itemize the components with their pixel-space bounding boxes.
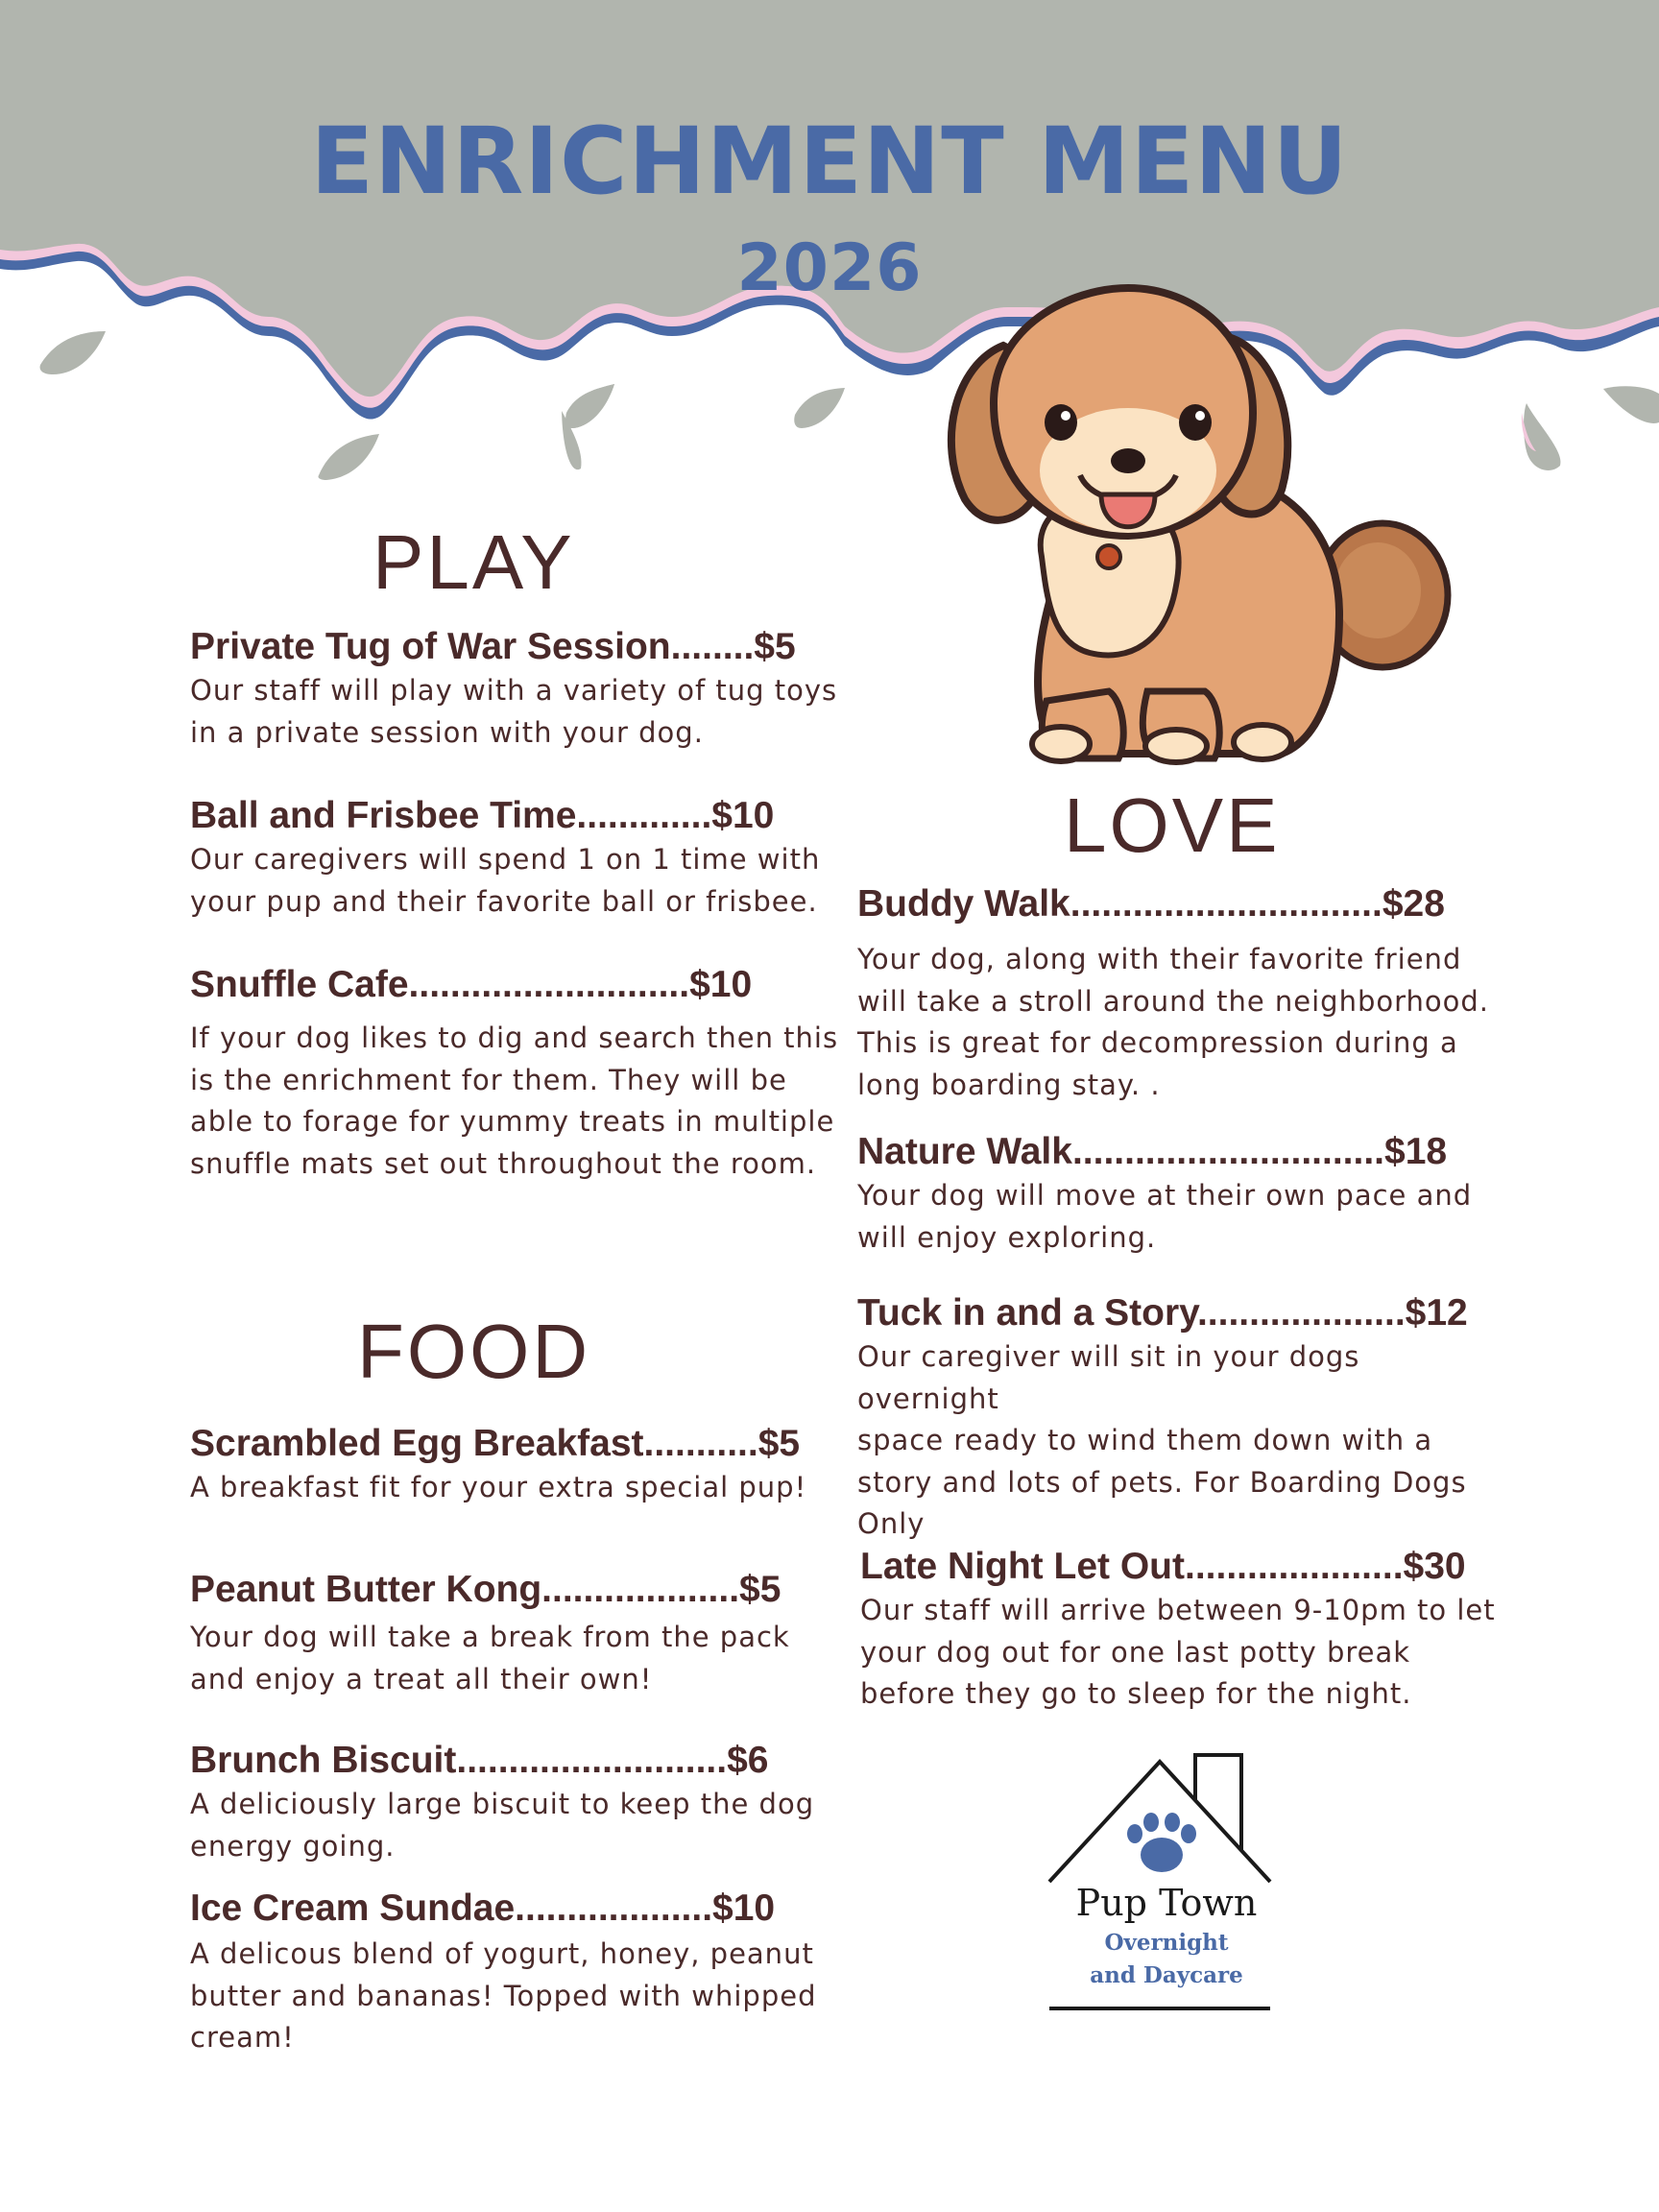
item-desc-line: able to forage for yummy treats in multiple bbox=[190, 1105, 835, 1138]
item-desc-line: Our caregiver will sit in your dogs overnight bbox=[857, 1340, 1360, 1415]
section-title-food: FOOD bbox=[357, 1309, 591, 1394]
menu-item: Ice Cream Sundae...................$10 A delicous blend of yogurt, honey, peanut butter and bananas! Topped with whipped cream! bbox=[190, 1887, 843, 2059]
item-name: Peanut Butter Kong bbox=[190, 1569, 542, 1610]
item-name: Late Night Let Out bbox=[860, 1546, 1185, 1587]
item-price: $5 bbox=[739, 1569, 781, 1610]
item-price: $18 bbox=[1384, 1131, 1448, 1172]
menu-item: Ball and Frisbee Time.............$10 Our caregivers will spend 1 on 1 time with your pup and their favorite ball or frisbee. bbox=[190, 795, 843, 923]
item-desc-line: long boarding stay. . bbox=[857, 1068, 1161, 1101]
item-desc-line: will enjoy exploring. bbox=[857, 1220, 1157, 1254]
item-desc-line: energy going. bbox=[190, 1829, 396, 1863]
item-desc-line: A delicous blend of yogurt, honey, peanut bbox=[190, 1937, 814, 1970]
menu-title: ENRICHMENT MENU bbox=[310, 108, 1349, 215]
menu-item: Peanut Butter Kong...................$5 Your dog will take a break from the pack and enjoy a treat all their own! bbox=[190, 1569, 843, 1700]
section-title-play: PLAY bbox=[373, 519, 575, 605]
item-desc-line: This is great for decompression during a bbox=[857, 1026, 1458, 1059]
item-desc-line: cream! bbox=[190, 2021, 295, 2054]
item-desc-line: will take a stroll around the neighborhood. bbox=[857, 984, 1490, 1018]
item-desc-line: before they go to sleep for the night. bbox=[860, 1677, 1412, 1710]
menu-item: Tuck in and a Story....................$12 Our caregiver will sit in your dogs overnight space ready to wind them down with a story and lots of pets. For Boarding Dogs Only bbox=[857, 1292, 1510, 1546]
item-price: $5 bbox=[757, 1423, 801, 1464]
item-name: Nature Walk bbox=[857, 1131, 1072, 1172]
menu-item: Snuffle Cafe...........................$10 If your dog likes to dig and search then this is the enrichment for them. They will be able to forage for yummy treats in multiple snuffle mats set out throughout the room. bbox=[190, 964, 843, 1185]
item-desc-line: A deliciously large biscuit to keep the dog bbox=[190, 1788, 815, 1820]
item-desc-line: Our caregivers will spend 1 on 1 time with bbox=[190, 843, 821, 876]
item-desc-line: snuffle mats set out throughout the room. bbox=[190, 1146, 817, 1180]
item-desc-line: in a private session with your dog. bbox=[190, 715, 704, 749]
item-desc-line: your dog out for one last potty break bbox=[860, 1635, 1411, 1669]
menu-item: Private Tug of War Session........$5 Our staff will play with a variety of tug toys in a private session with your dog. bbox=[190, 626, 843, 754]
item-desc-line: Your dog will move at their own pace and bbox=[857, 1179, 1473, 1212]
logo-subtitle-line: Overnight bbox=[1104, 1930, 1229, 1956]
item-desc-line: If your dog likes to dig and search then this bbox=[190, 1022, 839, 1054]
menu-item: Brunch Biscuit..........................$6 A deliciously large biscuit to keep the dog energy going. bbox=[190, 1740, 843, 1867]
item-price: $10 bbox=[712, 1887, 776, 1929]
item-desc-line: Our staff will play with a variety of tug toys bbox=[190, 674, 838, 707]
item-price: $5 bbox=[754, 626, 796, 667]
item-desc-line: space ready to wind them down with a bbox=[857, 1424, 1433, 1456]
menu-item: Scrambled Egg Breakfast...........$5 A breakfast fit for your extra special pup! bbox=[190, 1423, 843, 1509]
item-name: Private Tug of War Session bbox=[190, 626, 671, 667]
menu-item: Late Night Let Out.....................$30 Our staff will arrive between 9-10pm to let your dog out for one last potty break before they go to sleep for the night. bbox=[860, 1546, 1513, 1716]
menu-item: Buddy Walk..............................$28 Your dog, along with their favorite friend will take a stroll around the neighborhood. This is great for decompression during a long boarding stay. . bbox=[857, 883, 1510, 1106]
logo-subtitle-line: and Daycare bbox=[1090, 1962, 1243, 1988]
menu-item: Nature Walk..............................$18 Your dog will move at their own pace and will enjoy exploring. bbox=[857, 1131, 1510, 1259]
item-price: $10 bbox=[689, 964, 753, 1005]
item-price: $10 bbox=[711, 795, 775, 836]
item-name: Scrambled Egg Breakfast bbox=[190, 1423, 644, 1464]
item-desc-line: story and lots of pets. For Boarding Dogs bbox=[857, 1465, 1467, 1499]
item-name: Tuck in and a Story bbox=[857, 1292, 1197, 1334]
item-desc-line: your pup and their favorite ball or frisbee. bbox=[190, 884, 818, 918]
item-desc-line: and enjoy a treat all their own! bbox=[190, 1662, 653, 1695]
logo-name: Pup Town bbox=[1075, 1882, 1258, 1924]
item-desc-line: Your dog will take a break from the pack bbox=[190, 1621, 790, 1653]
item-desc-line: A breakfast fit for your extra special pup! bbox=[190, 1471, 807, 1503]
item-desc-line: Our staff will arrive between 9-10pm to let bbox=[860, 1594, 1496, 1626]
item-desc-line: is the enrichment for them. They will be bbox=[190, 1063, 787, 1096]
item-price: $12 bbox=[1405, 1292, 1468, 1334]
menu-year: 2026 bbox=[736, 230, 923, 306]
item-name: Buddy Walk bbox=[857, 883, 1070, 925]
item-name: Brunch Biscuit bbox=[190, 1740, 457, 1781]
item-name: Snuffle Cafe bbox=[190, 964, 409, 1005]
item-price: $30 bbox=[1403, 1546, 1466, 1587]
item-name: Ice Cream Sundae bbox=[190, 1887, 516, 1929]
puppy-illustration bbox=[936, 278, 1474, 778]
item-desc-line: butter and bananas! Topped with whipped bbox=[190, 1979, 817, 2012]
item-desc-line: Only bbox=[857, 1507, 926, 1540]
item-price: $6 bbox=[727, 1740, 769, 1781]
item-price: $28 bbox=[1382, 883, 1445, 925]
item-name: Ball and Frisbee Time bbox=[190, 795, 577, 836]
item-desc-line: Your dog, along with their favorite friend bbox=[857, 943, 1462, 975]
section-title-love: LOVE bbox=[1064, 782, 1281, 868]
logo-underline bbox=[1049, 2007, 1270, 2010]
